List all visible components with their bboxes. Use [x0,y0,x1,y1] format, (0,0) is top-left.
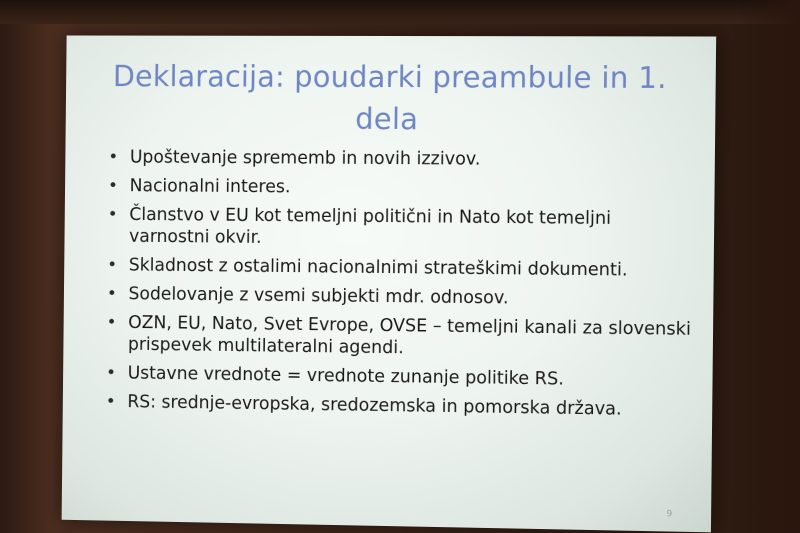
bullet-dot-icon: • [107,204,118,225]
bullet-text: Članstvo v EU kot temeljni politični in Nato kot temeljni varnostni okvir. [129,205,612,248]
list-item [102,391,692,422]
list-item [102,362,692,392]
bullet-list [102,146,695,428]
bullet-text: Upoštevanje sprememb in novih izzivov. [129,147,481,170]
room-shadow [740,0,800,533]
slide-page-number: 9 [666,509,673,520]
list-item [102,312,692,363]
bullet-text: Sodelovanje z vsemi subjekti mdr. odnosov. [128,284,509,309]
list-item [104,175,694,201]
bullet-dot-icon: • [105,391,116,412]
bullet-text: Skladnost z ostalimi nacionalnimi strateškimi dokumenti. [128,255,628,281]
bullet-text: OZN, EU, Nato, Svet Evrope, OVSE – temeljni kanali za slovenski prispevek multilateralni agendi. [127,312,692,359]
bullet-dot-icon: • [106,284,117,304]
list-item [103,254,693,282]
bullet-dot-icon: • [106,312,117,333]
slide-title: Deklaracija: poudarki preambule in 1. dela [112,59,667,137]
bullet-text: Nacionalni interes. [129,176,291,198]
projected-slide [62,35,717,532]
bullet-dot-icon: • [107,255,118,276]
list-item [104,146,694,172]
bullet-dot-icon: • [108,147,119,168]
bullet-text: Ustavne vrednote = vrednote zunanje politike RS. [127,363,564,390]
bullet-text: RS: srednje-evropska, sredozemska in pomorska država. [127,392,622,420]
bullet-dot-icon: • [106,363,117,384]
list-item [103,283,693,312]
list-item [104,204,694,253]
bullet-dot-icon: • [107,176,119,197]
